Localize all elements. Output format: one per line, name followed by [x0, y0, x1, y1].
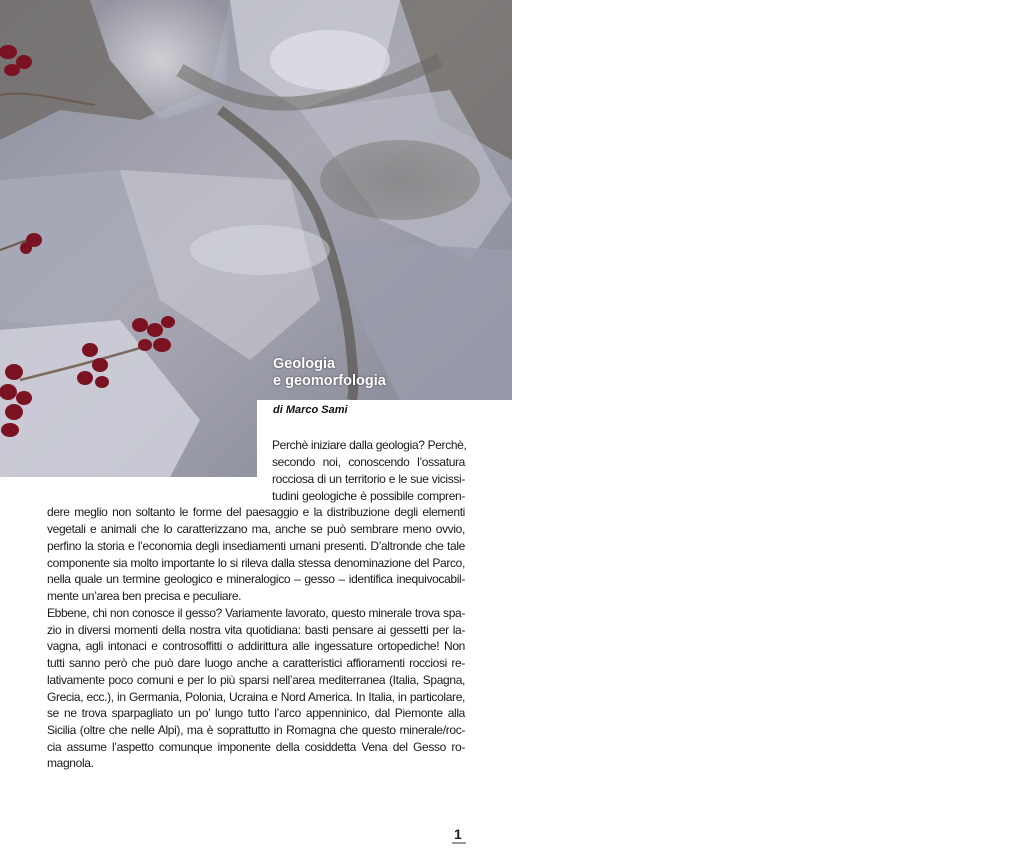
body-line: Ebbene, chi non conosce il gesso? Variamente lavorato, questo minerale trova spa-	[47, 606, 465, 620]
body-line: vegetali e animali che lo caratterizzano ma, anche se può sembrare meno ovvio,	[47, 522, 465, 536]
body-line: lativamente poco comuni e per lo più sparsi nell’area mediterranea (Italia, Spagna,	[47, 673, 465, 687]
author-byline: di Marco Sami	[273, 404, 348, 416]
body-line: tudini geologiche è possibile compren-	[272, 489, 465, 503]
body-line: dere meglio non soltanto le forme del paesaggio e la distribuzione degli elementi	[47, 505, 465, 519]
body-line: se ne trova sparpagliato un po’ lungo tutto l’arco appenninico, dal Piemonte alla	[47, 706, 465, 720]
title-line-2: e geomorfologia	[273, 373, 386, 389]
body-line: nella quale un termine geologico e mineralogico – gesso – identifica inequivocabil-	[47, 572, 465, 586]
body-line: componente sia molto importante lo si rileva dalla stessa denominazione del Parco,	[47, 556, 465, 570]
body-line: tutti sanno però che può dare luogo anche a caratteristici affioramenti rocciosi re-	[47, 656, 465, 670]
body-line: Grecia, ecc.), in Germania, Polonia, Ucraina e Nord America. In Italia, in particolare,	[47, 690, 465, 704]
body-line: mente un’area ben precisa e peculiare.	[47, 589, 242, 603]
body-line: Perchè iniziare dalla geologia? Perchè,	[272, 438, 467, 452]
body-line: rocciosa di un territorio e le sue vicissi-	[272, 472, 465, 486]
body-line: vagna, agli intonaci e controsoffitti o addirittura alle ingessature ortopediche! Non	[47, 639, 465, 653]
body-line: magnola.	[47, 756, 94, 770]
page-number-underline	[452, 842, 466, 844]
body-line: Sicilia (oltre che nelle Alpi), ma è soprattutto in Romagna che questo minerale/roc-	[47, 723, 465, 737]
body-line: zio in diversi momenti della nostra vita quotidiana: basti pensare ai gessetti per la-	[47, 623, 465, 637]
gypsum-rock-photo	[0, 0, 512, 477]
body-line: perfino la storia e l’economia degli insediamenti umani presenti. D’altronde che tale	[47, 539, 465, 553]
body-line: secondo noi, conoscendo l’ossatura	[272, 455, 465, 469]
page-number: 1	[454, 826, 462, 842]
body-line: cia assume l’aspetto comunque imponente della cosiddetta Vena del Gesso ro-	[47, 740, 465, 754]
title-line-1: Geologia	[273, 356, 336, 372]
article-title	[273, 356, 386, 390]
